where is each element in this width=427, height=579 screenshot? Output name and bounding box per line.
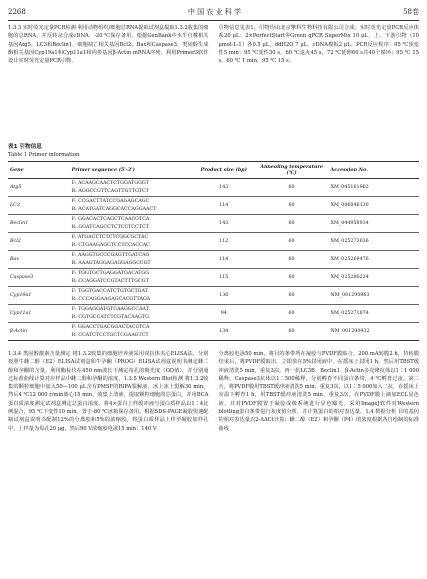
- text-elisa-western: 1.3.4 类固醇激素含量测定 将1.3.2收集的细胞培养液采用双抗体夹心ELISA法，分别按照牛雌二醇（E2）ELISA试剂盒和牛孕酮（PROG）ELISA试剂盒说明书测定雌二醇和孕酮的含量。利用酶标仪在450 nm波长下测定每孔的吸光度（OD值），并分别通过标准曲线计算对应样品中雌二醇和孕酮的浓度。1.3.5 Western Blot检测 将1.3.2收集的颗粒细胞中加入50—100 μL含有PMSF的RIPA裂解液，冰上冰上裂解30 min，然后4 ℃12 000 r/min离心15 min，收集上清液，提取颗粒细胞的总蛋白，并用BCA蛋白质浓度测定试剂盒测定总蛋白浓度。将4×蛋白上样缓冲液与蛋白质样品以1∶4比例混合，95 ℃下变性10 min。置于-80 ℃冰箱保存备用。根据SDS-PAGE凝胶快速配制试剂盒说明书配制12%的分离胶和5%的浓缩胶，将蛋白质样品上样至凝胶加样孔中，上样量为每孔20 μg，然后90 V浓缩胶电泳15 min；140 V: [8, 351, 209, 432]
- text-qpcr-system: 引物信息见表1。引物均由北京擎科生物科技有限公司合成。实时荧光定量PCR反应体系20 μL：2×PerfectStart®Green qPCR SuperMix 10 μL，上、下游引物（10 μmol·L-1）各0.5 μL，ddH2O 7 μL，cDNA模板2 μL。PCR反应程序：95 ℃预变性5 min；95 ℃变性30 s，60 ℃退火45 s，72 ℃延伸60 s共40个循环；95 ℃ 15 s，60 ℃ 1 min，95 ℃ 15 s。: [218, 25, 419, 65]
- table-row: [8, 197, 419, 206]
- forward-primer-cell: F: GGACCTGACGGACTACCTCA: [71, 324, 150, 330]
- col-primer: Primer sequence (5'-3'): [70, 162, 193, 179]
- annealing-temp-cell: 60: [255, 305, 329, 323]
- forward-primer-cell: F: AAGGTGCCCGAGTTGATCAG: [71, 252, 150, 258]
- gene-cell: β-Actin: [8, 323, 70, 341]
- annealing-temp-cell: 60: [255, 269, 329, 287]
- table-row: [8, 287, 419, 296]
- table-caption-cn: 表1 引物信息: [8, 144, 42, 150]
- header-rule: [8, 20, 419, 21]
- gene-cell: Bax: [8, 251, 70, 269]
- journal-title: 中 国 农 业 科 学: [187, 8, 242, 16]
- product-size-cell: 136: [193, 287, 255, 305]
- gene-cell: LC3: [8, 197, 70, 215]
- gene-cell: Caspase3: [8, 269, 70, 287]
- product-size-cell: 94: [193, 305, 255, 323]
- product-size-cell: 112: [193, 233, 255, 251]
- reverse-primer-cell: R: AAAGTAGGAGAGGAGGCCGT: [70, 260, 193, 269]
- gene-cell: Cyp11a1: [8, 305, 70, 323]
- text-qpcr-method: 1.3.3 实时荧光定量PCR检测 利用动物组织/细胞总RNA提取试剂盒提取1.3.2收集的细胞的总RNA，并反转录合成cDNA，-20 ℃保存备用。根据GenBank中水牛自噬相关基因Atg5、LC3和Beclin1、细胞凋亡相关基因Bcl2、Bax和Caspase3、类固醇生成酶相关基因Cyp19a1和Cyp11a1和内参基因β-Actin mRNA序列，利用Primer3软件设计实时荧光定量PCR引物，: [8, 25, 209, 65]
- product-size-cell: 114: [193, 251, 255, 269]
- top-text: [8, 24, 419, 65]
- table-row: [8, 251, 419, 260]
- primer-table-block: [8, 143, 419, 341]
- gene-cell: Atg5: [8, 179, 70, 197]
- accession-cell: XM_025280224: [329, 269, 419, 287]
- forward-primer-cell: F: TGGTGCTGAGGATGACATGG: [71, 270, 150, 276]
- product-size-cell: 115: [193, 269, 255, 287]
- gene-cell: Beclin1: [8, 215, 70, 233]
- product-size-cell: 134: [193, 323, 255, 341]
- col-accession: Accession No.: [329, 162, 419, 179]
- annealing-temp-cell: 60: [255, 233, 329, 251]
- bottom-text: [8, 350, 419, 433]
- accession-cell: XM_006046130: [329, 197, 419, 215]
- table-row: [8, 305, 419, 314]
- reverse-primer-cell: R: GGATCAGCCTCTCCTCCTCT: [70, 224, 193, 233]
- annealing-temp-cell: 60: [255, 215, 329, 233]
- reverse-primer-cell: R: CCATCTCCTGCTCGAAGTCT: [70, 332, 193, 341]
- reverse-primer-cell: R: AGGCCGTTCAGTTGTTGTCT: [70, 188, 193, 197]
- table-row: [8, 269, 419, 278]
- col-gene: Gene: [8, 162, 70, 179]
- reverse-primer-cell: R: CCAGGATCCGTACTTTGCGT: [70, 278, 193, 287]
- table-row: [8, 323, 419, 332]
- forward-primer-cell: F: CCGACTTATCCGAGAGCAGC: [71, 198, 150, 204]
- forward-primer-cell: F: TGGAGGATGTCAAGGCCAAT: [71, 306, 149, 312]
- forward-primer-cell: F: ACAAGCAACTCTGGATGGGT: [71, 180, 149, 186]
- table-header-row: [8, 162, 419, 179]
- annealing-temp-cell: 60: [255, 323, 329, 341]
- annealing-temp-cell: 60: [255, 179, 329, 197]
- accession-cell: XM_045161962: [329, 179, 419, 197]
- forward-primer-cell: F: GGACACTCAGCTCAACGTCA: [71, 216, 150, 222]
- gene-cell: Bcl2: [8, 233, 70, 251]
- col-annealing: Annealing temperature (℃): [255, 162, 329, 179]
- page-number: 2268: [8, 8, 26, 16]
- table-row: [8, 233, 419, 242]
- volume-label: 58卷: [403, 8, 419, 16]
- reverse-primer-cell: R: ACATGATCAGGCACCAGGAACT: [70, 206, 193, 215]
- accession-cell: XM_044958934: [329, 215, 419, 233]
- table-caption-en: Table 1 Primer information: [8, 152, 80, 158]
- accession-cell: NM_001290932: [329, 323, 419, 341]
- product-size-cell: 114: [193, 197, 255, 215]
- col-product-size: Product size (bp): [193, 162, 255, 179]
- accession-cell: XM_025271874: [329, 305, 419, 323]
- gene-cell: Cyp19a1: [8, 287, 70, 305]
- page-header: [8, 6, 419, 18]
- annealing-temp-cell: 60: [255, 197, 329, 215]
- reverse-primer-cell: R: CTGAAGAGCTCCTCCACCAC: [70, 242, 193, 251]
- reverse-primer-cell: R: CCCAGGAAGAGCACGTTAGA: [70, 296, 193, 305]
- reverse-primer-cell: R: CGTGCCATCTCGTACAAGTG: [70, 314, 193, 323]
- forward-primer-cell: F: ATGACTTCTCTCGGCGCTAC: [71, 234, 149, 240]
- text-western-analysis: 分离胶电泳50 min，将目的条带所在凝胶与PVDF膜贴合，200 mA转膜2 h，待转膜结束后，将PVDF膜取出，立即放在5%封闭液中，在摇床上封闭1 h。然后用TBST缓冲液清洗5 min，重复3次，再一抗LC3B、Beclin1、β-Actin多克隆抗体以1∶1 000稀释，Caspase3抗体以1∶500稀释，分别孵育不同蛋白条带，4 ℃孵育过夜。第二天，将PVDF膜用TBST缓冲液清洗5 min，重复3次，以1∶5 000加入二抗，在摇床上室温下孵育1 h，用TBST缓冲液清洗5 min，重复3次，在PVDF膜上滴加ECL显色液，并对PVDF膜置于凝胶成像系统进行显色曝光。采用ImageJ软件对Western blotting蛋白条带进行灰度值分析，并计算蛋白的相对表达量。1.4 数据分析 目的基因的相对表达量以2-ΔΔCt计算；雌二醇（E2）和孕酮（P4）的浓度根据各自绘制的标准曲线: [218, 351, 419, 432]
- table-row: [8, 215, 419, 224]
- table-row: [8, 179, 419, 188]
- accession-cell: XM_025269476: [329, 251, 419, 269]
- accession-cell: NM_001290963: [329, 287, 419, 305]
- annealing-temp-cell: 60: [255, 251, 329, 269]
- forward-primer-cell: F: TGGTGACCATCTGTGCTGAT: [71, 288, 148, 294]
- annealing-temp-cell: 60: [255, 287, 329, 305]
- product-size-cell: 143: [193, 215, 255, 233]
- accession-cell: XM_025273636: [329, 233, 419, 251]
- primer-table: [8, 161, 419, 341]
- product-size-cell: 143: [193, 179, 255, 197]
